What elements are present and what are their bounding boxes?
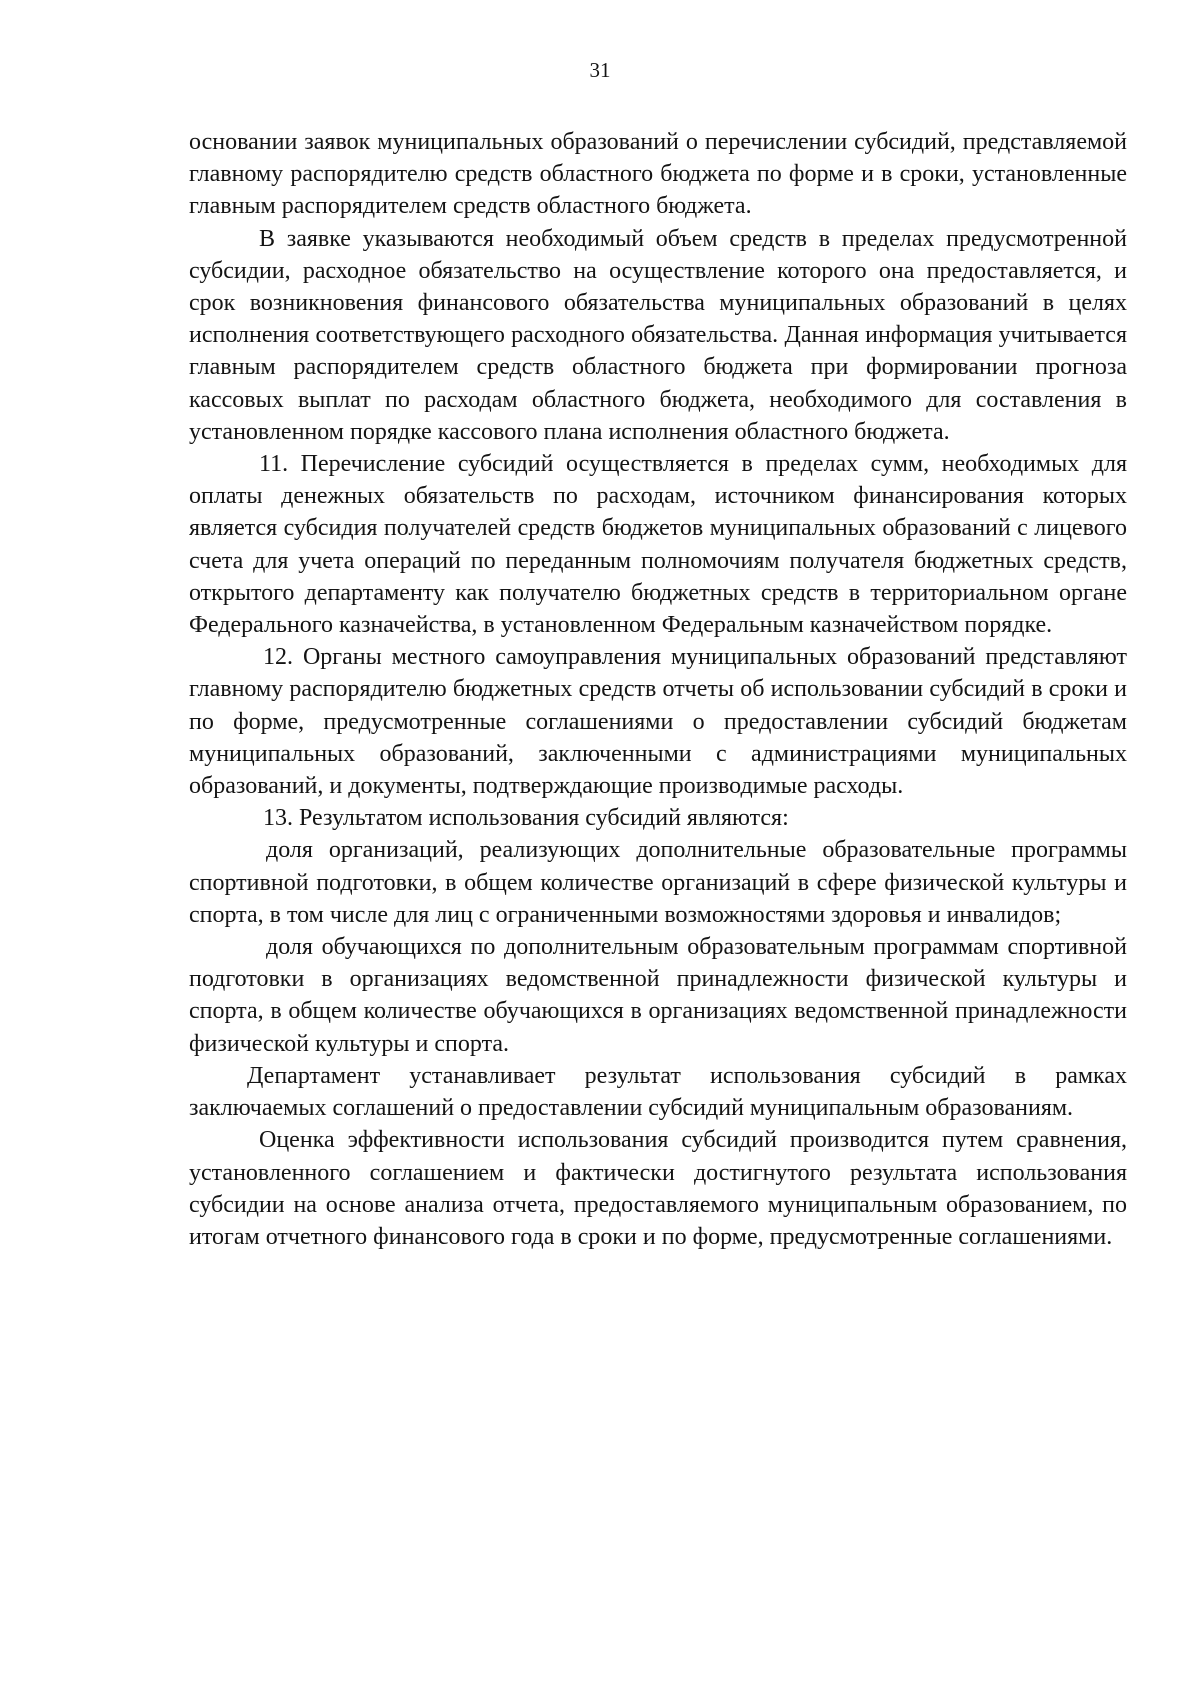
document-body [189, 126, 1127, 1253]
paragraph-clause-13: 13. Результатом использования субсидий являются: [263, 805, 789, 832]
page-number: 31 [589, 58, 611, 82]
paragraph-clause-12: 12. Органы местного самоуправления муниципальных образований представляют главному распорядителю бюджетных средств отчеты об использовании субсидий в сроки и по форме, предусмотренные соглашениями о предоставлении субсидий бюджетам муниципальных образований, заключенными с администрациями муниципальных образований, и документы, подтверждающие производимые расходы. [189, 644, 1127, 800]
paragraph-result-organizations: доля организаций, реализующих дополнительные образовательные программы спортивной подготовки, в общем количестве организаций в сфере физической культуры и спорта, в том числе для лиц с ограниченными возможностями здоровья и инвалидов; [189, 837, 1127, 928]
paragraph-application-content: В заявке указываются необходимый объем средств в пределах предусмотренной субсидии, расходное обязательство на осуществление которого она предоставляется, и срок возникновения финансового обязательства муниципальных образований в целях исполнения соответствующего расходного обязательства. Данная информация учитывается главным распорядителем средств областного бюджета при формировании прогноза кассовых выплат по расходам областного бюджета, необходимого для составления в установленном порядке кассового плана исполнения областного бюджета. [189, 225, 1127, 445]
paragraph-clause-11: 11. Перечисление субсидий осуществляется в пределах сумм, необходимых для оплаты денежных обязательств по расходам, источником финансирования которых является субсидия получателей средств бюджетов муниципальных образований с лицевого счета для учета операций по переданным полномочиям получателя бюджетных средств, открытого департаменту как получателю бюджетных средств в территориальном органе Федерального казначейства, в установленном Федеральным казначейством порядке. [189, 451, 1127, 639]
paragraph-result-students: доля обучающихся по дополнительным образовательным программам спортивной подготовки в организациях ведомственной принадлежности физической культуры и спорта, в общем количестве обучающихся в организациях ведомственной принадлежности физической культуры и спорта. [189, 934, 1127, 1057]
paragraph-efficiency-evaluation: Оценка эффективности использования субсидий производится путем сравнения, установленного соглашением и фактически достигнутого результата использования субсидии на основе анализа отчета, предоставляемого муниципальным образованием, по итогам отчетного финансового года в сроки и по форме, предусмотренные соглашениями. [189, 1127, 1127, 1250]
paragraph-department-result: Департамент устанавливает результат использования субсидий в рамках заключаемых соглашений о предоставлении субсидий муниципальным образованиям. [189, 1062, 1127, 1122]
paragraph-continuation: основании заявок муниципальных образований о перечислении субсидий, представляемой главному распорядителю средств областного бюджета по форме и в сроки, установленные главным распорядителем средств областного бюджета. [189, 129, 1127, 220]
